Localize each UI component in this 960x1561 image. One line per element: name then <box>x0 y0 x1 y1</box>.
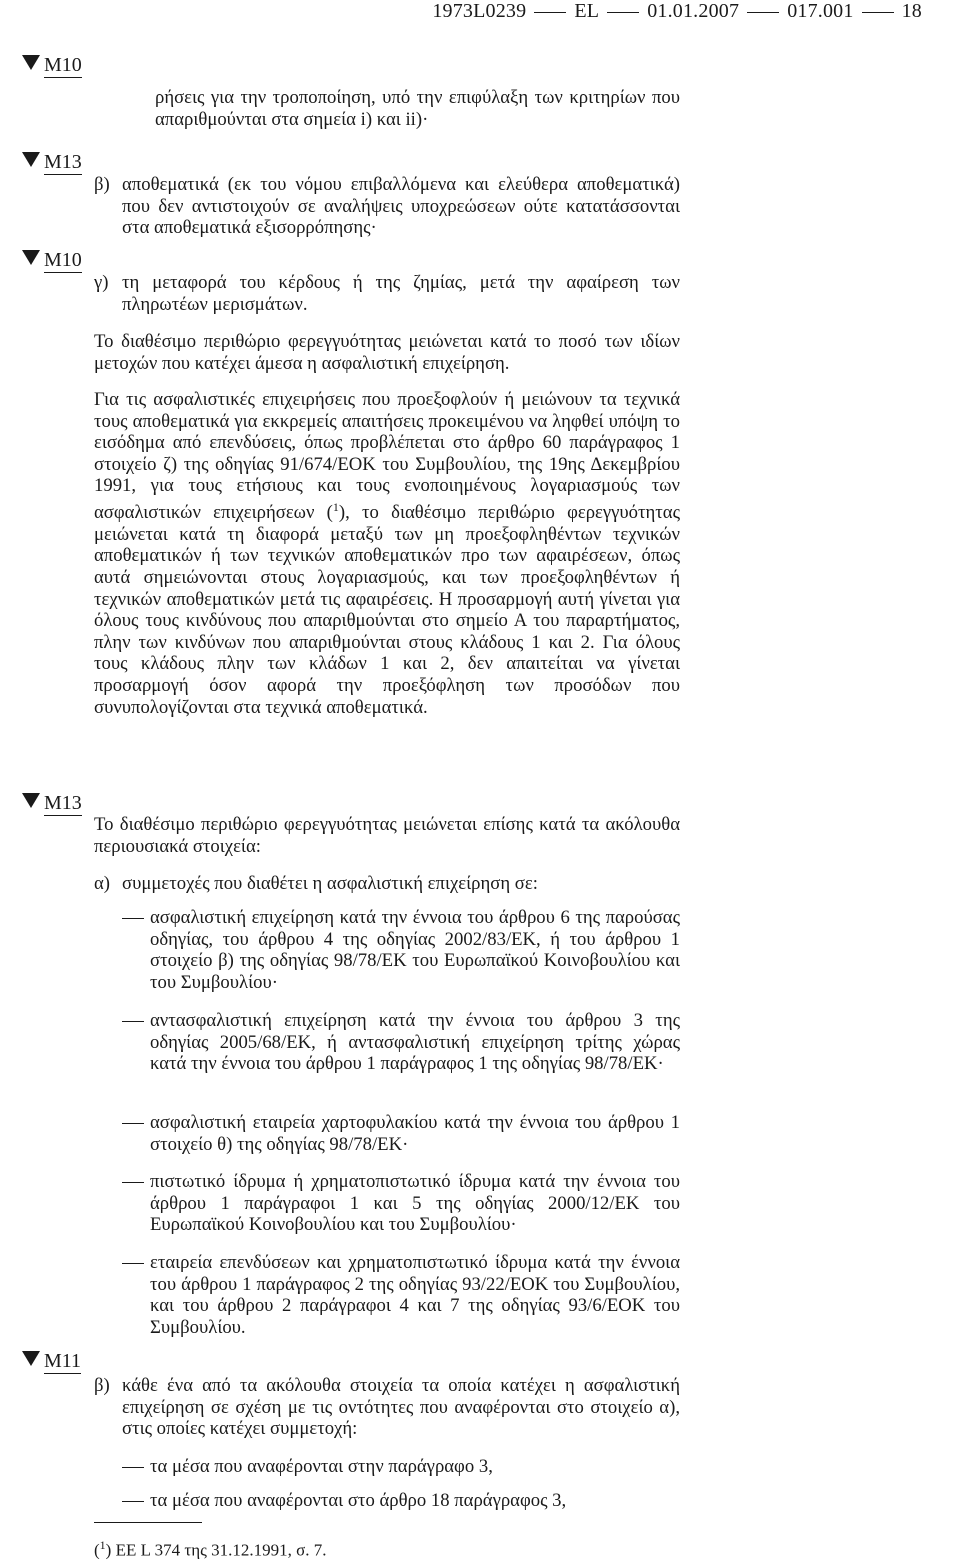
amendment-code: M13 <box>44 792 82 814</box>
footnote-rule <box>94 1522 202 1523</box>
dash-bullet <box>122 918 144 919</box>
list-item: τα μέσα που αναφέρονται στο άρθρο 18 παράγραφος 3, <box>150 1490 567 1511</box>
amendment-code: M13 <box>44 151 82 173</box>
list-item: πιστωτικό ίδρυμα ή χρηματοπιστωτικό ίδρυμα κατά την έννοια του άρθρου 1 παράγραφοι 1 και 5 της οδηγίας 2000/12/ΕΚ του Ευρωπαϊκού Κοινοβουλίου και του Συμβουλίου· <box>150 1171 680 1236</box>
paragraph <box>94 389 680 718</box>
amendment-marker[interactable] <box>22 792 82 814</box>
paragraph-text: ), το διαθέσιμο περιθώριο φερεγγυότητας μειώνεται κατά τη διαφορά μεταξύ των μη προεξοφληθέντων τεχνικών αποθεματικών ή των τεχνικών αποθεματικών προ των αφαιρέσεων, όπως αυτά σημειώνονται στους λογαριασμούς, και των προεξοφληθέντων ή τεχνικών αποθεματικών μετά τις αφαιρέσεις. Η προσαρμογή αυτή γίνεται για όλους τους κινδύνους που απαριθμούνται στο σημείο Α του παραρτήματος, πλην των κινδύνων που απαριθμούνται στους κλάδους 1 και 2. Για όλους τους κλάδους πλην των κλάδων 1 και 2, δεν απαιτείται να γίνεται προσαρμογή όσον αφορά την προεξόφληση των προσόδων που συνυπολογίζονται στα τεχνικά αποθεματικά. <box>94 502 681 718</box>
footnote: ($^1$) ΕΕ L 374 της 31.12.1991, σ. 7. <box>94 1538 327 1560</box>
header-separator <box>607 12 639 13</box>
triangle-down-icon <box>22 793 40 808</box>
item-label: γ) <box>94 272 109 293</box>
doc-language: EL <box>574 0 600 22</box>
item-text: κάθε ένα από τα ακόλουθα στοιχεία τα οποία κατέχει η ασφαλιστική επιχείρηση σε σχέση με τις οντότητες που αναφέρονται στο στοιχείο α), στις οποίες κατέχει συμμετοχή: <box>122 1375 680 1440</box>
amendment-code: M10 <box>44 249 82 271</box>
dash-bullet <box>122 1123 144 1124</box>
amendment-marker[interactable] <box>22 54 82 76</box>
list-item: τα μέσα που αναφέρονται στην παράγραφο 3, <box>150 1456 493 1477</box>
footnote-ref[interactable]: 1 <box>332 499 339 514</box>
footnote-number: 1 <box>99 1538 106 1552</box>
page-number: 18 <box>901 0 922 22</box>
dash-bullet <box>122 1501 144 1502</box>
page-header <box>432 0 922 23</box>
item-text: τη μεταφορά του κέρδους ή της ζημίας, μετά την αφαίρεση των πληρωτέων μερισμάτων. <box>122 272 680 315</box>
amendment-marker[interactable] <box>22 151 82 173</box>
header-separator <box>534 12 566 13</box>
amendment-code: M11 <box>44 1350 82 1372</box>
amendment-code: M10 <box>44 54 82 76</box>
dash-bullet <box>122 1263 144 1264</box>
paragraph-text: Για τις ασφαλιστικές επιχειρήσεις που προεξοφλούν ή μειώνουν τα τεχνικά τους αποθεματικά για εκκρεμείς απαιτήσεις προκειμένου να ληφθεί υπόψη το εισόδημα από επενδύσεις, όπως προβλέπεται στο άρθρο 60 παράγραφος 1 στοιχείο ζ) της οδηγίας 91/674/ΕΟΚ του Συμβουλίου, της 19ης Δεκεμβρίου 1991, για τους ετήσιους και τους ενοποιημένους λογαριασμούς των ασφαλιστικών επιχειρήσεων ( <box>94 389 680 524</box>
triangle-down-icon <box>22 152 40 167</box>
header-separator <box>747 12 779 13</box>
list-item: αντασφαλιστική επιχείρηση κατά την έννοια του άρθρου 3 της οδηγίας 2005/68/ΕΚ, ή αντασφαλιστική επιχείρηση τρίτης χώρας κατά την έννοια του άρθρου 1 παράγραφος 1 της οδηγίας 98/78/ΕΚ· <box>150 1010 680 1075</box>
header-separator <box>862 12 894 13</box>
dash-bullet <box>122 1021 144 1022</box>
item-label: α) <box>94 873 111 894</box>
amendment-marker[interactable] <box>22 1350 81 1372</box>
doc-code: 1973L0239 <box>432 0 527 22</box>
item-text: συμμετοχές που διαθέτει η ασφαλιστική επιχείρηση σε: <box>122 873 538 894</box>
item-text: αποθεματικά (εκ του νόμου επιβαλλόμενα και ελεύθερα αποθεματικά) που δεν αντιστοιχούν σε αναλήψεις υποχρεώσεων ούτε κατατάσσονται στα αποθεματικά εξισορρόπησης· <box>122 174 680 239</box>
list-item: εταιρεία επενδύσεων και χρηματοπιστωτικό ίδρυμα κατά την έννοια του άρθρου 1 παράγραφος 2 της οδηγίας 93/22/ΕΟΚ του Συμβουλίου, και του άρθρου 2 παράγραφοι 4 και 7 της οδηγίας 93/6/ΕΟΚ του Συμβουλίου. <box>150 1252 680 1338</box>
doc-date: 01.01.2007 <box>647 0 740 22</box>
dash-bullet <box>122 1467 144 1468</box>
dash-bullet <box>122 1182 144 1183</box>
paragraph-continuation: ρήσεις για την τροποποίηση, υπό την επιφύλαξη των κριτηρίων που απαριθμούνται στα σημεία i) και ii)· <box>155 87 680 130</box>
item-label: β) <box>94 174 110 195</box>
doc-version: 017.001 <box>787 0 854 22</box>
amendment-marker[interactable] <box>22 249 82 271</box>
triangle-down-icon <box>22 55 40 70</box>
triangle-down-icon <box>22 250 40 265</box>
paragraph: Το διαθέσιμο περιθώριο φερεγγυότητας μειώνεται κατά το ποσό των ιδίων μετοχών που κατέχει άμεσα η ασφαλιστική επιχείρηση. <box>94 331 680 374</box>
item-label: β) <box>94 1375 110 1396</box>
list-item: ασφαλιστική επιχείρηση κατά την έννοια του άρθρου 6 της παρούσας οδηγίας, του άρθρου 4 της οδηγίας 2002/83/ΕΚ, ή του άρθρου 1 στοιχείο β) της οδηγίας 98/78/ΕΚ του Ευρωπαϊκού Κοινοβουλίου και του Συμβουλίου· <box>150 907 680 993</box>
footnote-text: ΕΕ L 374 της 31.12.1991, σ. 7. <box>115 1540 327 1560</box>
paragraph: Το διαθέσιμο περιθώριο φερεγγυότητας μειώνεται επίσης κατά τα ακόλουθα περιουσιακά στοιχεία: <box>94 814 680 857</box>
list-item: ασφαλιστική εταιρεία χαρτοφυλακίου κατά την έννοια του άρθρου 1 στοιχείο θ) της οδηγίας 98/78/ΕΚ· <box>150 1112 680 1155</box>
triangle-down-icon <box>22 1351 40 1366</box>
